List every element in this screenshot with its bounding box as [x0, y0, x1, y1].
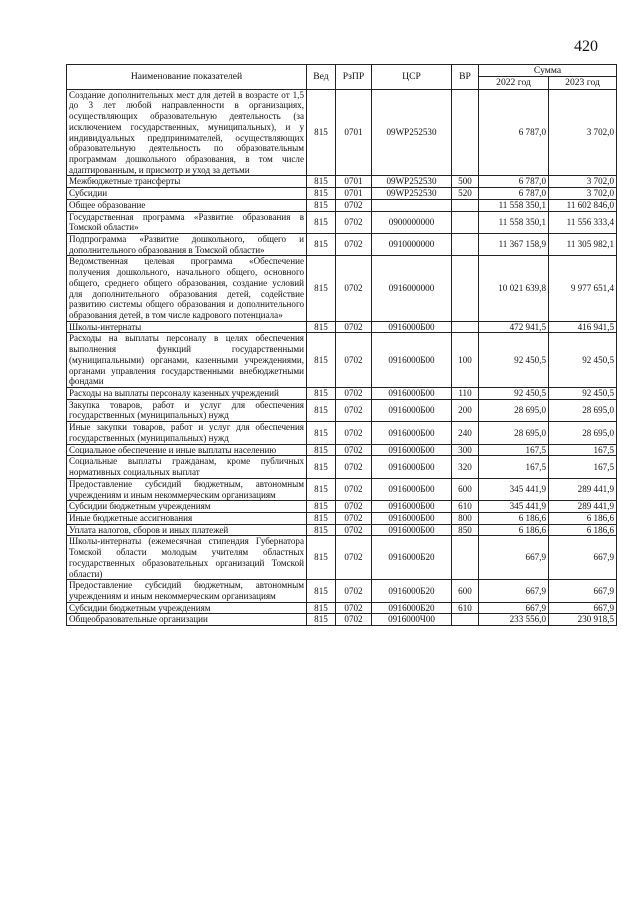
row-amount-2022: 667,9 — [479, 580, 549, 602]
row-amount-2022: 6 186,6 — [479, 524, 549, 536]
row-ved: 815 — [307, 444, 336, 456]
row-vr: 110 — [452, 388, 479, 400]
row-vr: 800 — [452, 512, 479, 524]
table-row — [67, 399, 617, 421]
row-vr: 610 — [452, 501, 479, 513]
row-amount-2022: 345 441,9 — [479, 501, 549, 513]
row-amount-2022: 11 558 350,1 — [479, 211, 549, 233]
table-row — [67, 388, 617, 400]
row-name: Субсидии — [67, 188, 307, 200]
row-name: Субсидии бюджетным учреждениям — [67, 602, 307, 614]
header-2023: 2023 год — [549, 77, 617, 89]
row-amount-2022: 667,9 — [479, 536, 549, 580]
row-ved: 815 — [307, 422, 336, 444]
row-ved: 815 — [307, 512, 336, 524]
row-name: Субсидии бюджетным учреждениям — [67, 501, 307, 513]
table-row — [67, 524, 617, 536]
table-row — [67, 478, 617, 500]
row-rzpr: 0702 — [336, 512, 372, 524]
row-name: Предоставление субсидий бюджетным, автономным учреждениям и иным некоммерческим организациям — [67, 478, 307, 500]
row-ved: 815 — [307, 256, 336, 321]
row-vr: 520 — [452, 188, 479, 200]
row-csr: 09WP252530 — [372, 188, 452, 200]
row-name: Подпрограмма «Развитие дошкольного, общего и дополнительного образования в Томской области» — [67, 233, 307, 255]
row-rzpr: 0702 — [336, 321, 372, 333]
row-name: Расходы на выплаты персоналу в целях обеспечения выполнения функций государственными (муниципальными) органами, казенными учреждениями, органами управления государственными внебюджетными фондами — [67, 333, 307, 388]
row-amount-2022: 11 367 158,9 — [479, 233, 549, 255]
row-ved: 815 — [307, 233, 336, 255]
row-rzpr: 0702 — [336, 211, 372, 233]
table-row — [67, 233, 617, 255]
row-csr: 0916000Б00 — [372, 333, 452, 388]
row-rzpr: 0702 — [336, 614, 372, 626]
row-vr — [452, 536, 479, 580]
row-amount-2022: 6 186,6 — [479, 512, 549, 524]
table-row — [67, 422, 617, 444]
row-rzpr: 0702 — [336, 199, 372, 211]
table-row — [67, 89, 617, 176]
table-body — [67, 89, 617, 626]
row-vr: 610 — [452, 602, 479, 614]
row-ved: 815 — [307, 602, 336, 614]
row-vr: 600 — [452, 478, 479, 500]
row-csr: 0900000000 — [372, 211, 452, 233]
row-vr: 240 — [452, 422, 479, 444]
table-row — [67, 188, 617, 200]
table-row — [67, 536, 617, 580]
row-ved: 815 — [307, 333, 336, 388]
row-csr: 0916000Б00 — [372, 399, 452, 421]
row-ved: 815 — [307, 580, 336, 602]
header-csr: ЦСР — [372, 65, 452, 90]
row-amount-2023: 289 441,9 — [549, 501, 617, 513]
row-amount-2022: 167,5 — [479, 444, 549, 456]
table-row — [67, 602, 617, 614]
row-rzpr: 0702 — [336, 233, 372, 255]
row-name: Общее образование — [67, 199, 307, 211]
row-name: Закупка товаров, работ и услуг для обеспечения государственных (муниципальных) нужд — [67, 399, 307, 421]
row-vr: 200 — [452, 399, 479, 421]
row-amount-2022: 6 787,0 — [479, 176, 549, 188]
header-row — [67, 65, 617, 77]
row-amount-2022: 6 787,0 — [479, 188, 549, 200]
row-vr: 300 — [452, 444, 479, 456]
row-vr: 500 — [452, 176, 479, 188]
row-amount-2023: 28 695,0 — [549, 422, 617, 444]
row-amount-2023: 11 305 982,1 — [549, 233, 617, 255]
row-name: Межбюджетные трансферты — [67, 176, 307, 188]
row-rzpr: 0702 — [336, 422, 372, 444]
row-ved: 815 — [307, 89, 336, 176]
table-row — [67, 512, 617, 524]
table-row — [67, 211, 617, 233]
row-csr: 0910000000 — [372, 233, 452, 255]
table-row — [67, 444, 617, 456]
row-ved: 815 — [307, 614, 336, 626]
row-csr: 0916000Б00 — [372, 501, 452, 513]
table-row — [67, 456, 617, 478]
table-row — [67, 614, 617, 626]
header-name: Наименование показателей — [67, 65, 307, 90]
row-csr: 0916000Б20 — [372, 580, 452, 602]
row-amount-2023: 167,5 — [549, 456, 617, 478]
row-csr: 0916000Б00 — [372, 478, 452, 500]
row-rzpr: 0702 — [336, 536, 372, 580]
row-csr: 0916000Б00 — [372, 512, 452, 524]
row-name: Создание дополнительных мест для детей в возрасте от 1,5 до 3 лет любой направленности в организациях, осуществляющих образовательную деятельность (за исключением государственных, муниципальных), и у индивидуальных предпринимателей, осуществляющих образовательную деятельность по образовательным программам дошкольного образования, в том числе адаптированным, и присмотр и уход за детьми — [67, 89, 307, 176]
row-amount-2023: 416 941,5 — [549, 321, 617, 333]
row-name: Социальное обеспечение и иные выплаты населению — [67, 444, 307, 456]
row-name: Ведомственная целевая программа «Обеспечение получения дошкольного, начального общего, основного общего, среднего общего образования, создание условий для дополнительного образования детей, содействие развитию системы общего образования и дополнительного образования детей, в том числе кадрового потенциала» — [67, 256, 307, 321]
row-amount-2023: 28 695,0 — [549, 399, 617, 421]
table-row — [67, 176, 617, 188]
row-csr — [372, 199, 452, 211]
row-amount-2022: 11 558 350,1 — [479, 199, 549, 211]
row-ved: 815 — [307, 211, 336, 233]
row-rzpr: 0702 — [336, 388, 372, 400]
row-amount-2023: 11 602 846,0 — [549, 199, 617, 211]
row-rzpr: 0702 — [336, 456, 372, 478]
row-name: Школы-интернаты (ежемесячная стипендия Губернатора Томской области молодым учителям областных государственных образовательных организаций Томской области) — [67, 536, 307, 580]
row-name: Уплата налогов, сборов и иных платежей — [67, 524, 307, 536]
row-amount-2023: 92 450,5 — [549, 388, 617, 400]
row-amount-2023: 167,5 — [549, 444, 617, 456]
row-amount-2022: 6 787,0 — [479, 89, 549, 176]
row-vr: 850 — [452, 524, 479, 536]
header-rzpr: РзПР — [336, 65, 372, 90]
row-amount-2022: 28 695,0 — [479, 399, 549, 421]
row-amount-2023: 667,9 — [549, 580, 617, 602]
row-name: Общеобразовательные организации — [67, 614, 307, 626]
row-rzpr: 0702 — [336, 602, 372, 614]
row-amount-2023: 6 186,6 — [549, 512, 617, 524]
row-name: Школы-интернаты — [67, 321, 307, 333]
row-amount-2022: 28 695,0 — [479, 422, 549, 444]
row-amount-2022: 345 441,9 — [479, 478, 549, 500]
row-rzpr: 0702 — [336, 478, 372, 500]
row-rzpr: 0701 — [336, 188, 372, 200]
row-amount-2023: 3 702,0 — [549, 89, 617, 176]
row-rzpr: 0702 — [336, 524, 372, 536]
row-vr — [452, 256, 479, 321]
row-amount-2022: 667,9 — [479, 602, 549, 614]
table-row — [67, 321, 617, 333]
row-vr — [452, 199, 479, 211]
row-csr: 0916000Б00 — [372, 422, 452, 444]
row-csr: 0916000Б00 — [372, 321, 452, 333]
table-row — [67, 501, 617, 513]
row-vr — [452, 89, 479, 176]
row-rzpr: 0702 — [336, 256, 372, 321]
row-amount-2023: 3 702,0 — [549, 176, 617, 188]
row-amount-2023: 92 450,5 — [549, 333, 617, 388]
header-sum: Сумма — [479, 65, 617, 77]
row-name: Иные бюджетные ассигнования — [67, 512, 307, 524]
row-amount-2023: 230 918,5 — [549, 614, 617, 626]
row-name: Государственная программа «Развитие образования в Томской области» — [67, 211, 307, 233]
row-ved: 815 — [307, 321, 336, 333]
row-vr — [452, 614, 479, 626]
row-amount-2023: 9 977 651,4 — [549, 256, 617, 321]
row-amount-2022: 10 021 639,8 — [479, 256, 549, 321]
row-csr: 09WP252530 — [372, 176, 452, 188]
row-name: Расходы на выплаты персоналу казенных учреждений — [67, 388, 307, 400]
row-vr — [452, 211, 479, 233]
page-number: 420 — [574, 38, 598, 55]
row-rzpr: 0702 — [336, 580, 372, 602]
row-vr — [452, 321, 479, 333]
row-csr: 0916000Б00 — [372, 444, 452, 456]
row-rzpr: 0702 — [336, 333, 372, 388]
row-amount-2022: 472 941,5 — [479, 321, 549, 333]
row-csr: 0916000Б00 — [372, 524, 452, 536]
row-csr: 0916000000 — [372, 256, 452, 321]
row-rzpr: 0702 — [336, 501, 372, 513]
row-amount-2022: 92 450,5 — [479, 333, 549, 388]
row-ved: 815 — [307, 501, 336, 513]
row-amount-2022: 92 450,5 — [479, 388, 549, 400]
row-amount-2023: 11 556 333,4 — [549, 211, 617, 233]
row-ved: 815 — [307, 176, 336, 188]
budget-table — [66, 64, 617, 626]
row-vr: 100 — [452, 333, 479, 388]
row-ved: 815 — [307, 199, 336, 211]
table-row — [67, 256, 617, 321]
row-amount-2022: 233 556,0 — [479, 614, 549, 626]
row-csr: 0916000Ч00 — [372, 614, 452, 626]
row-vr: 320 — [452, 456, 479, 478]
row-csr: 09WP252530 — [372, 89, 452, 176]
row-ved: 815 — [307, 478, 336, 500]
header-ved: Вед — [307, 65, 336, 90]
row-vr — [452, 233, 479, 255]
row-amount-2023: 3 702,0 — [549, 188, 617, 200]
row-rzpr: 0702 — [336, 444, 372, 456]
row-amount-2022: 167,5 — [479, 456, 549, 478]
header-2022: 2022 год — [479, 77, 549, 89]
table-row — [67, 333, 617, 388]
row-csr: 0916000Б20 — [372, 602, 452, 614]
row-rzpr: 0701 — [336, 89, 372, 176]
table-row — [67, 199, 617, 211]
row-csr: 0916000Б20 — [372, 536, 452, 580]
row-vr: 600 — [452, 580, 479, 602]
row-ved: 815 — [307, 456, 336, 478]
header-vr: ВР — [452, 65, 479, 90]
row-csr: 0916000Б00 — [372, 388, 452, 400]
row-ved: 815 — [307, 399, 336, 421]
row-rzpr: 0702 — [336, 399, 372, 421]
row-amount-2023: 6 186,6 — [549, 524, 617, 536]
row-csr: 0916000Б00 — [372, 456, 452, 478]
row-ved: 815 — [307, 536, 336, 580]
row-name: Иные закупки товаров, работ и услуг для обеспечения государственных (муниципальных) нужд — [67, 422, 307, 444]
row-name: Предоставление субсидий бюджетным, автономным учреждениям и иным некоммерческим организациям — [67, 580, 307, 602]
row-rzpr: 0701 — [336, 176, 372, 188]
row-ved: 815 — [307, 388, 336, 400]
row-amount-2023: 289 441,9 — [549, 478, 617, 500]
row-amount-2023: 667,9 — [549, 536, 617, 580]
row-name: Социальные выплаты гражданам, кроме публичных нормативных социальных выплат — [67, 456, 307, 478]
table-row — [67, 580, 617, 602]
row-ved: 815 — [307, 188, 336, 200]
row-amount-2023: 667,9 — [549, 602, 617, 614]
row-ved: 815 — [307, 524, 336, 536]
